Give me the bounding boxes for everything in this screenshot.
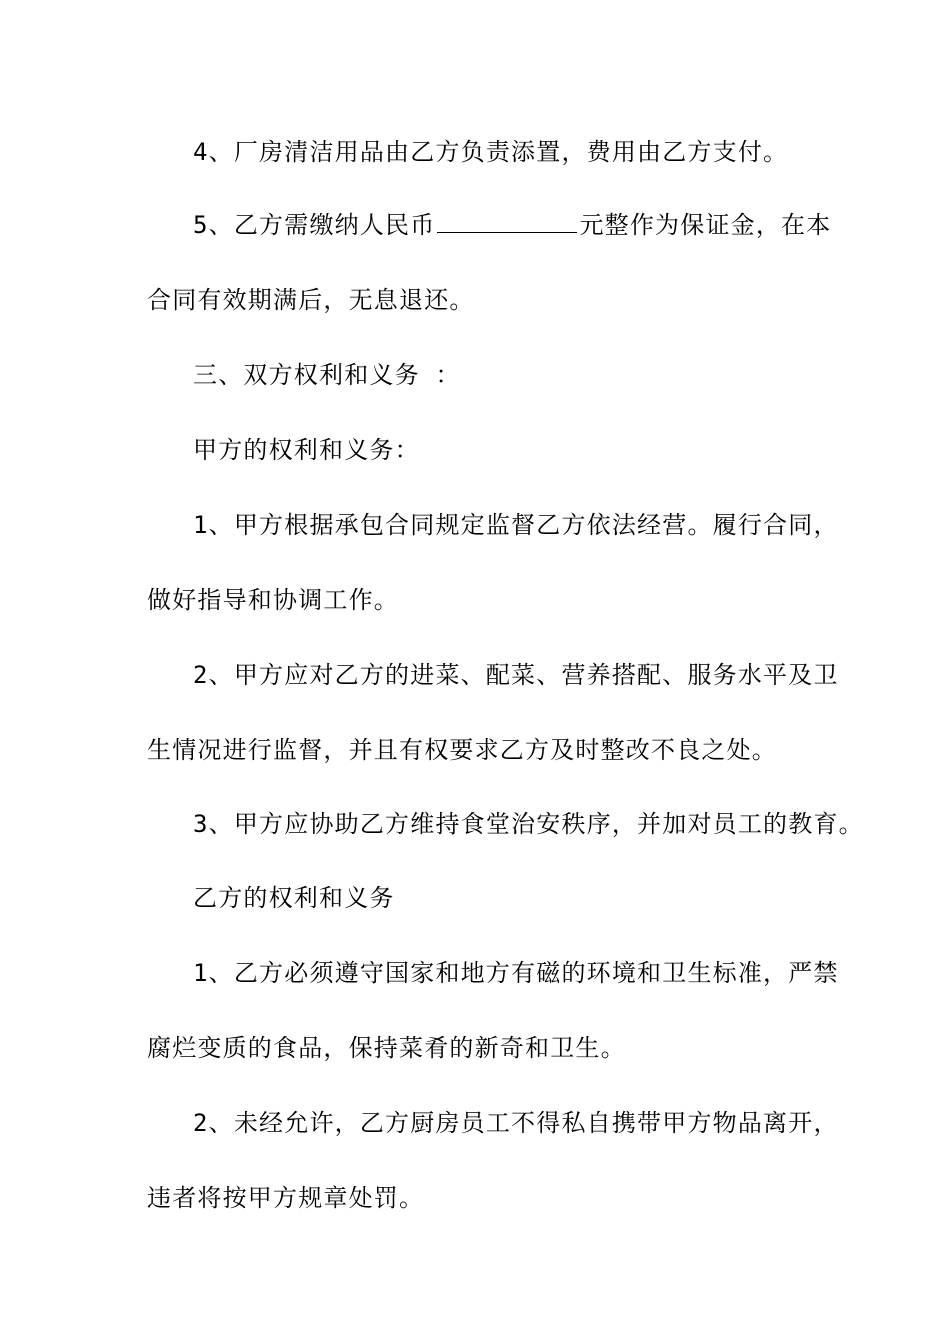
paragraph-line: 2、未经允许，乙方厨房员工不得私自携带甲方物品离开， — [193, 1109, 839, 1137]
paragraph-line: 做好指导和协调工作。 — [147, 586, 399, 614]
paragraph-line: 2、甲方应对乙方的进菜、配菜、营养搭配、服务水平及卫 — [193, 661, 839, 689]
blank-underline — [437, 214, 577, 233]
text-segment: 元整作为保证金，在本 — [579, 211, 832, 239]
subsection-heading: 甲方的权利和义务： — [193, 436, 420, 464]
paragraph-line — [193, 210, 831, 240]
paragraph-line: 3、甲方应协助乙方维持食堂治安秩序，并加对员工的教育。 — [193, 810, 864, 838]
paragraph-line: 1、甲方根据承包合同规定监督乙方依法经营。履行合同， — [193, 511, 839, 539]
paragraph-line: 生情况进行监督，并且有权要求乙方及时整改不良之处。 — [147, 736, 777, 764]
paragraph-line: 合同有效期满后，无息退还。 — [147, 286, 475, 314]
subsection-heading: 乙方的权利和义务 — [193, 884, 395, 912]
text-segment: 5、乙方需缴纳人民币 — [193, 211, 436, 239]
section-heading: 三、双方权利和义务 ： — [193, 361, 461, 389]
paragraph-line: 4、厂房清洁用品由乙方负责添置，费用由乙方支付。 — [193, 138, 789, 166]
paragraph-line: 腐烂变质的食品，保持菜肴的新奇和卫生。 — [147, 1034, 626, 1062]
paragraph-line: 1、乙方必须遵守国家和地方有磁的环境和卫生标准，严禁 — [193, 959, 839, 987]
paragraph-line: 违者将按甲方规章处罚。 — [147, 1184, 425, 1212]
